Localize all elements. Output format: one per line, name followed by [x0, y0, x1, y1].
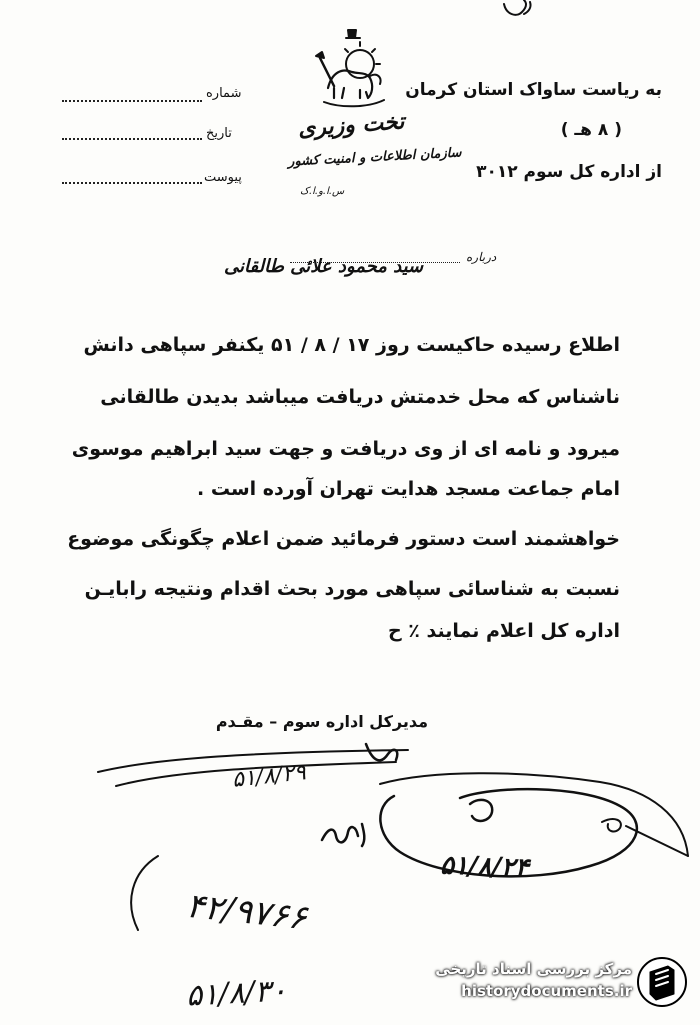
body-line-2: ناشناس که محل خدمتش دریافت میباشد بدیدن طالقانی — [100, 386, 620, 408]
body-line-3: میرود و نامه ای از وی دریافت و جهت سید ابراهیم موسوی — [71, 438, 620, 460]
handwritten-note: ۴۲/۹۷۶۶ — [184, 885, 309, 939]
number-dotted-line — [62, 100, 202, 102]
margin-scribble — [600, 806, 690, 862]
lion-and-sun-emblem — [312, 28, 394, 110]
body-line-5: خواهشمند است دستور فرمائید ضمن اعلام چگونگی موضوع — [67, 528, 620, 550]
date-dotted-line — [62, 138, 202, 140]
body-line-4: امام جماعت مسجد هدایت تهران آورده است . — [197, 478, 620, 500]
organization-name: سازمان اطلاعات و امنیت کشور — [287, 145, 462, 170]
body-line-1: اطلاع رسیده حاکیست روز ۱۷ / ۸ / ۵۱ یکنفر سپاهی دانش — [83, 334, 620, 356]
signature-title: مدیرکل اداره سوم – مقـدم — [215, 712, 428, 731]
reference-code: ( ۸ هـ ) — [560, 120, 622, 140]
emblem-title: تخت وزیری — [297, 108, 406, 142]
top-mark-icon — [498, 0, 538, 22]
label-date: تاریخ — [206, 126, 232, 141]
handwritten-number-1: ۵۱/۸/۲۴ — [439, 850, 530, 884]
subject-value: سید محمود علائی طالقانی — [224, 256, 424, 277]
sender: از اداره کل سوم ۳۰۱۲ — [476, 162, 662, 182]
label-number: شماره — [206, 86, 242, 101]
watermark-logo-icon — [634, 954, 690, 1010]
handwritten-initial — [318, 818, 370, 852]
watermark-name: مرکز بررسی اسناد تاریخی — [435, 960, 632, 978]
attachment-dotted-line — [62, 182, 202, 184]
watermark-url: historydocuments.ir — [461, 982, 632, 1000]
recipient: به ریاست ساواک استان کرمان — [405, 80, 662, 100]
bottom-loop — [118, 852, 318, 952]
organization-code: س.ا.و.ا.ک — [300, 186, 345, 197]
body-line-6: نسبت به شناسائی سپاهی مورد بحث اقدام ونتیجه رابایـن — [84, 578, 620, 600]
watermark — [410, 954, 694, 1010]
subject-label: درباره — [466, 250, 497, 264]
body-line-7: اداره کل اعلام نمایند ٪ ح — [387, 620, 620, 642]
handwritten-date-1: ۵۱/۸/۲۹ — [230, 760, 308, 793]
label-attachment: پیوست — [204, 170, 242, 185]
handwritten-date-2: ۵۱/۸/۳۰ — [185, 973, 288, 1014]
